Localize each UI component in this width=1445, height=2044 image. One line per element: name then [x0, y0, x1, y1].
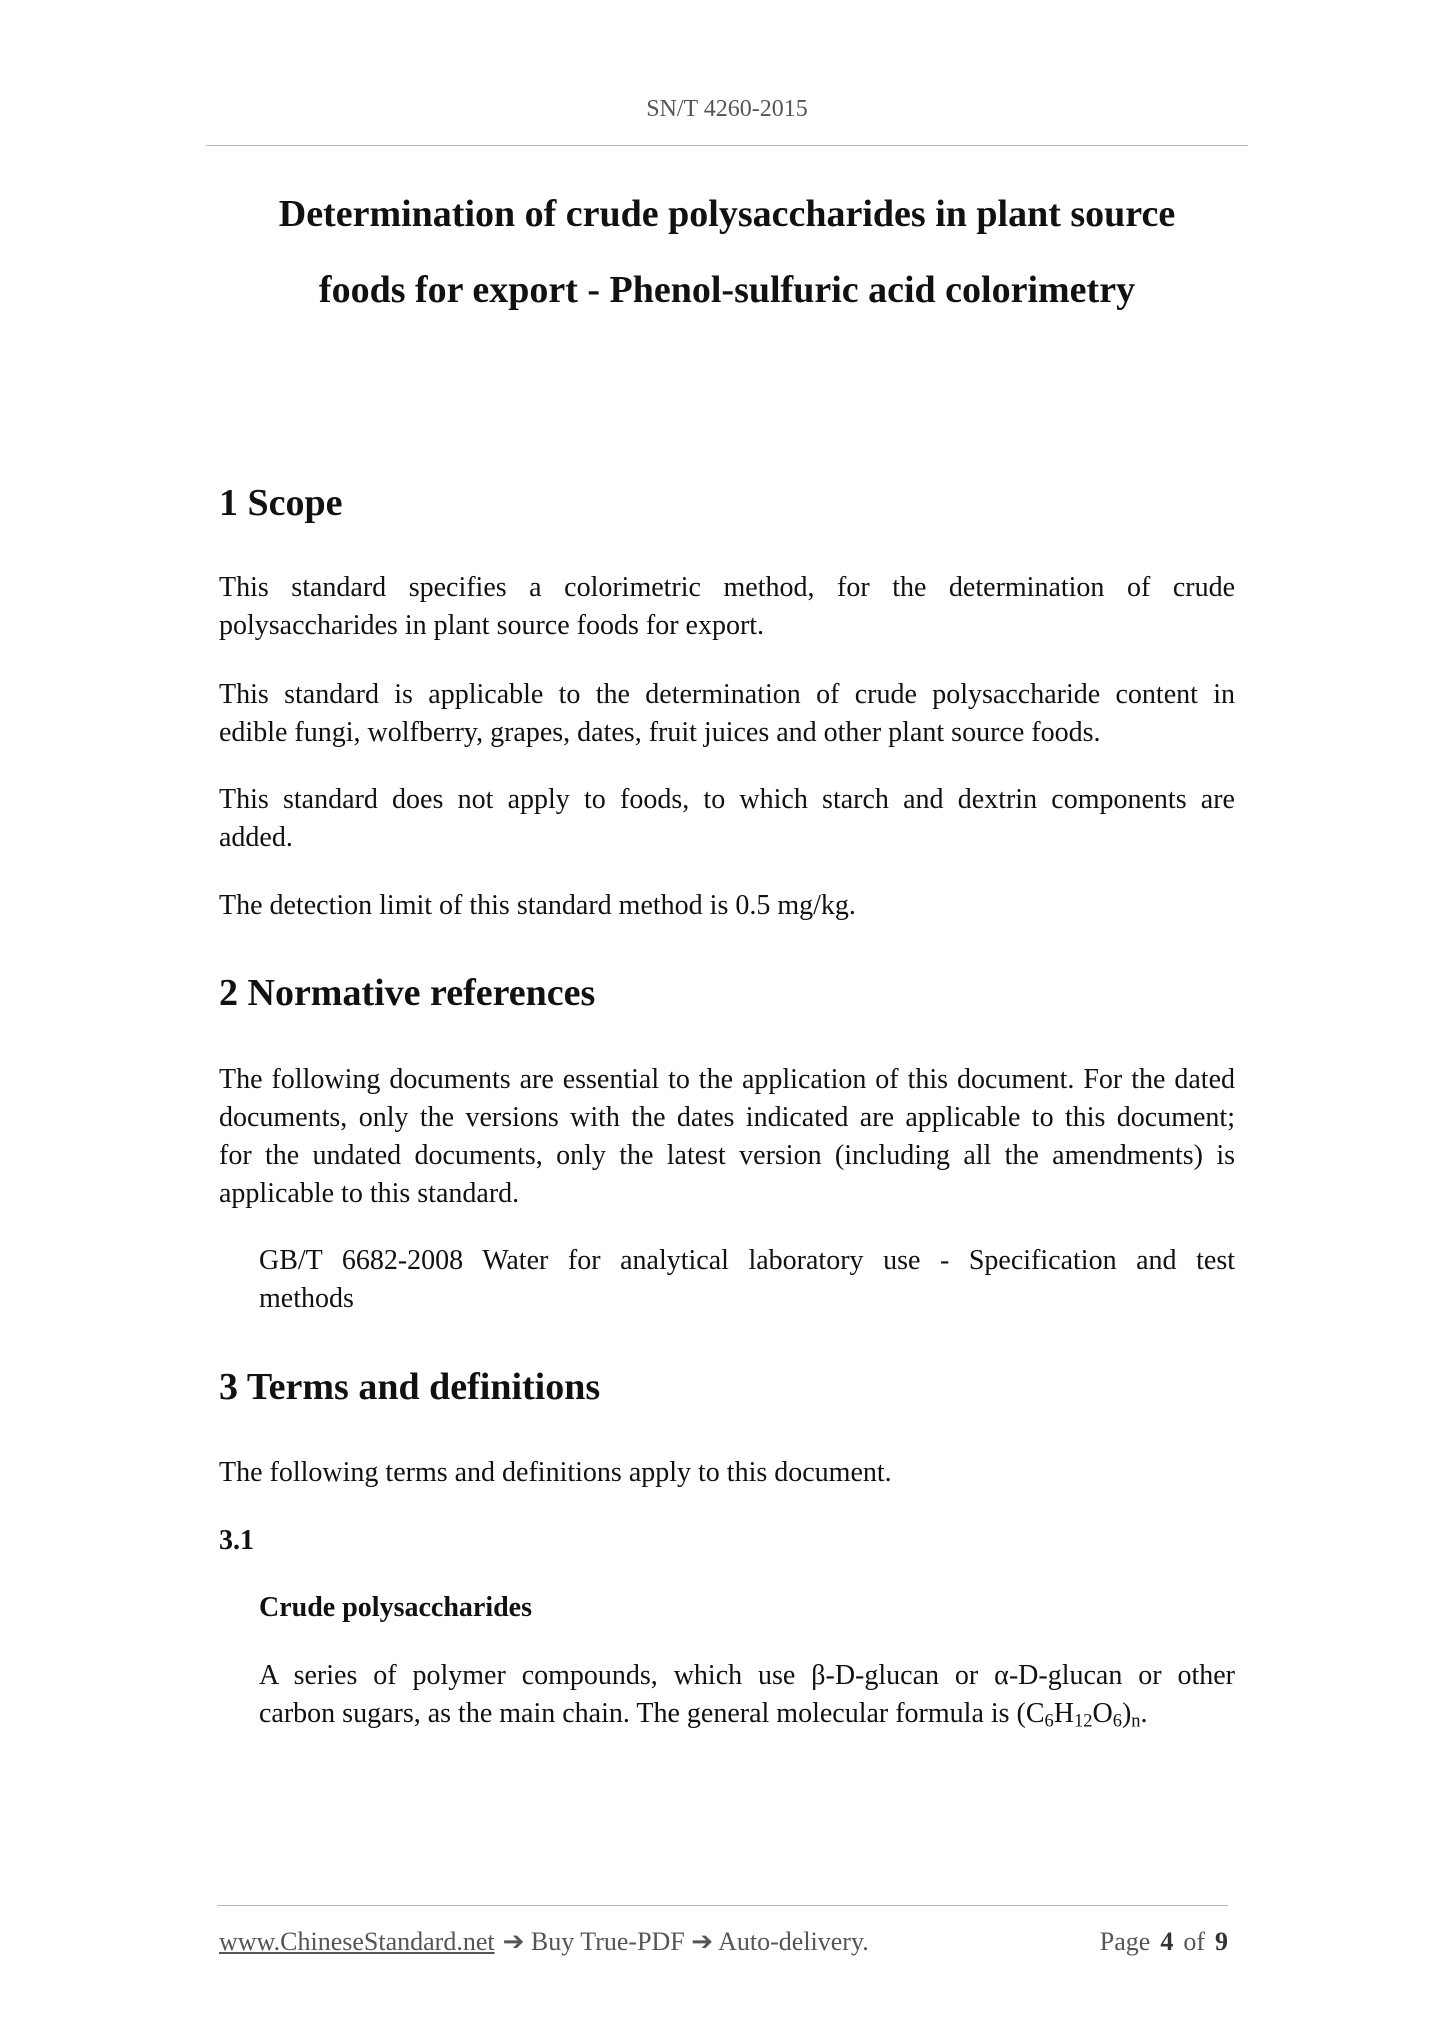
page-indicator	[1100, 1925, 1228, 1959]
page-label: Page	[1099, 1927, 1151, 1956]
footer-divider	[217, 1905, 1228, 1906]
formula-polymer-n: n	[1131, 1710, 1141, 1731]
footer-promo	[219, 1925, 869, 1959]
reference-item	[259, 1242, 1235, 1318]
formula-end: .	[1140, 1698, 1148, 1729]
section-heading-scope: 1 Scope	[219, 482, 343, 524]
term-name-label: Crude polysaccharides	[259, 1592, 532, 1623]
definition-text: carbon sugars, as the main chain. The general molecular formula is	[259, 1698, 1017, 1729]
formula-oxygen: O	[1092, 1698, 1113, 1729]
scope-paragraph-4	[219, 887, 1235, 925]
term-name	[259, 1589, 1235, 1627]
paragraph-line: The following documents are essential to the application of this document. For the dated	[219, 1064, 1235, 1095]
scope-paragraph-1	[219, 569, 1235, 645]
website-link[interactable]: www.ChineseStandard.net	[219, 1927, 495, 1956]
definition-line: A series of polymer compounds, which use β-D-glucan or α-D-glucan or other	[259, 1660, 1235, 1691]
formula-hydrogen: H	[1053, 1698, 1075, 1729]
term-number	[219, 1522, 1235, 1560]
formula-oxygen-count: 6	[1112, 1710, 1122, 1731]
terms-intro	[219, 1454, 1235, 1492]
reference-line: GB/T 6682-2008 Water for analytical laboratory use - Specification and test	[259, 1245, 1235, 1276]
formula-hydrogen-count: 12	[1074, 1710, 1093, 1731]
scope-paragraph-2	[219, 676, 1235, 752]
paragraph-line: This standard does not apply to foods, to which starch and dextrin components are	[219, 784, 1235, 815]
title-line-1: Determination of crude polysaccharides in plant source	[278, 193, 1176, 235]
document-code: SN/T 4260-2015	[646, 96, 808, 122]
paragraph-line: This standard is applicable to the determination of crude polysaccharide content in	[219, 679, 1235, 710]
paragraph-line: The detection limit of this standard method is 0.5 mg/kg.	[219, 890, 856, 921]
reference-line: methods	[259, 1283, 354, 1314]
paragraph-line: documents, only the versions with the dates indicated are applicable to this document;	[219, 1102, 1235, 1133]
formula-close: )	[1121, 1698, 1132, 1729]
paragraph-line: applicable to this standard.	[219, 1178, 520, 1209]
paragraph-line: This standard specifies a colorimetric method, for the determination of crude	[219, 572, 1235, 603]
title-line-2: foods for export - Phenol-sulfuric acid colorimetry	[318, 269, 1136, 311]
paragraph-line: polysaccharides in plant source foods for export.	[219, 610, 765, 641]
scope-paragraph-3	[219, 781, 1235, 857]
formula-carbon-count: 6	[1044, 1710, 1054, 1731]
page-of-label: of	[1183, 1927, 1205, 1956]
section-heading-terms-and-definitions: 3 Terms and definitions	[219, 1366, 601, 1408]
paragraph-line: edible fungi, wolfberry, grapes, dates, fruit juices and other plant source foods.	[219, 717, 1101, 748]
section-heading-normative-references: 2 Normative references	[219, 972, 596, 1014]
footer-promo-text: ➔ Buy True-PDF ➔ Auto-delivery.	[502, 1927, 869, 1956]
term-number-label: 3.1	[219, 1525, 254, 1556]
term-definition	[259, 1657, 1235, 1733]
document-title	[206, 176, 1248, 328]
paragraph-line: The following terms and definitions apply to this document.	[219, 1457, 892, 1488]
normative-references-intro	[219, 1061, 1235, 1213]
paragraph-line: for the undated documents, only the latest version (including all the amendments) is	[219, 1140, 1235, 1171]
page-total: 9	[1215, 1927, 1228, 1956]
page-footer	[219, 1925, 1228, 1959]
definition-line	[259, 1695, 1235, 1733]
header-divider	[206, 145, 1248, 146]
formula-open: (C	[1016, 1698, 1045, 1729]
page-number: 4	[1160, 1927, 1174, 1956]
paragraph-line: added.	[219, 822, 293, 853]
